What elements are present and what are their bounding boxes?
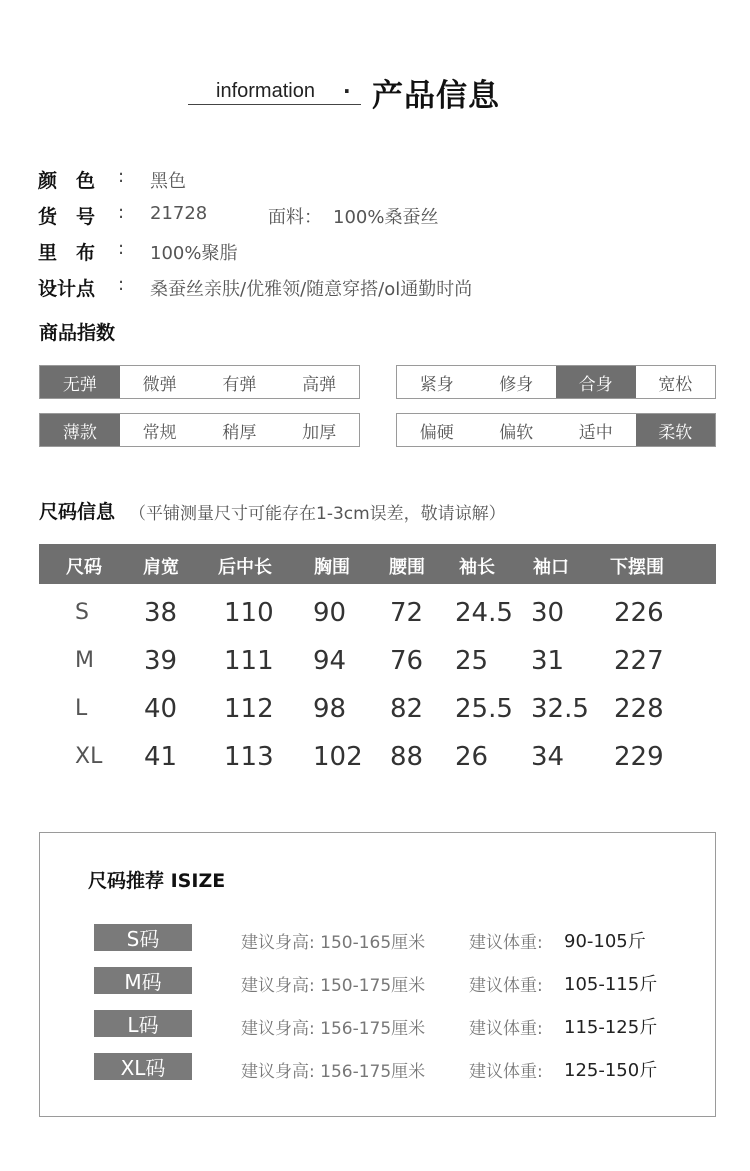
index-option: 宽松	[658, 374, 693, 395]
size-cell: S	[75, 600, 89, 625]
measurement-cell: 26	[455, 742, 489, 772]
recommended-height: 建议身高: 156-175厘米	[241, 1019, 426, 1039]
measurement-cell: 39	[144, 646, 178, 676]
measurement-cell: 227	[614, 646, 664, 676]
index-option: 修身	[499, 374, 534, 395]
table-header-cell: 腰围	[389, 557, 425, 578]
measurement-cell: 112	[224, 694, 274, 724]
measurement-cell: 226	[614, 598, 664, 628]
size-cell: XL	[75, 744, 103, 769]
measurement-cell: 38	[144, 598, 178, 628]
measurement-cell: 102	[313, 742, 363, 772]
recommended-height: 建议身高: 150-165厘米	[241, 933, 426, 953]
index-title: 商品指数	[39, 322, 116, 344]
index-option: 偏软	[499, 422, 534, 443]
recommended-weight-value: 105-115斤	[564, 974, 658, 995]
lining-label: 里 布	[38, 242, 96, 264]
measurement-cell: 98	[313, 694, 347, 724]
size-badge: XL码	[94, 1053, 192, 1080]
measurement-cell: 76	[390, 646, 424, 676]
measurement-cell: 32.5	[531, 694, 589, 724]
recommended-height: 建议身高: 156-175厘米	[241, 1062, 426, 1082]
sku-colon: :	[118, 202, 125, 223]
size-info-note: （平铺测量尺寸可能存在1-3cm误差，敬请谅解）	[129, 504, 506, 524]
design-colon: :	[118, 274, 125, 295]
color-value: 黑色	[150, 171, 186, 192]
index-option: 稍厚	[222, 422, 257, 443]
header-underline	[188, 104, 361, 105]
header-english-title: information	[216, 80, 315, 102]
design-value: 桑蚕丝亲肤/优雅领/随意穿搭/ol通勤时尚	[150, 279, 473, 300]
size-cell: L	[75, 696, 88, 721]
recommended-weight-value: 125-150斤	[564, 1060, 658, 1081]
recommended-weight-label: 建议体重:	[469, 933, 543, 953]
table-header-cell: 尺码	[66, 557, 102, 578]
header-chinese-title: 产品信息	[372, 78, 500, 114]
index-option: 薄款	[40, 414, 120, 446]
color-label: 颜 色	[38, 170, 96, 192]
size-cell: M	[75, 648, 94, 673]
measurement-cell: 228	[614, 694, 664, 724]
recommended-weight-value: 90-105斤	[564, 931, 646, 952]
measurement-cell: 25.5	[455, 694, 513, 724]
measurement-cell: 41	[144, 742, 178, 772]
recommended-weight-label: 建议体重:	[469, 1062, 543, 1082]
size-badge: M码	[94, 967, 192, 994]
table-header-cell: 胸围	[314, 557, 350, 578]
measurement-cell: 113	[224, 742, 274, 772]
measurement-cell: 82	[390, 694, 424, 724]
table-header-cell: 袖长	[459, 557, 495, 578]
recommended-weight-value: 115-125斤	[564, 1017, 658, 1038]
lining-colon: :	[118, 238, 125, 259]
recommendation-title: 尺码推荐 ISIZE	[88, 870, 226, 892]
measurement-cell: 72	[390, 598, 424, 628]
table-header-cell: 下摆围	[610, 557, 664, 578]
index-option: 常规	[142, 422, 177, 443]
recommended-weight-label: 建议体重:	[469, 976, 543, 996]
index-option: 紧身	[419, 374, 454, 395]
index-option: 高弹	[302, 374, 337, 395]
measurement-cell: 24.5	[455, 598, 513, 628]
index-option: 柔软	[636, 414, 716, 446]
measurement-cell: 111	[224, 646, 274, 676]
fit-index-group	[396, 365, 716, 399]
index-option: 加厚	[302, 422, 337, 443]
recommended-weight-label: 建议体重:	[469, 1019, 543, 1039]
sku-label: 货 号	[38, 206, 96, 228]
thickness-index-group	[39, 413, 360, 447]
measurement-cell: 90	[313, 598, 347, 628]
header-separator-dot: ·	[343, 79, 351, 103]
index-option: 无弹	[40, 366, 120, 398]
stretch-index-group	[39, 365, 360, 399]
lining-value: 100%聚脂	[150, 243, 238, 264]
index-option: 适中	[578, 422, 613, 443]
measurement-cell: 25	[455, 646, 489, 676]
size-info-title: 尺码信息	[39, 501, 116, 523]
table-header-cell: 后中长	[218, 557, 272, 578]
measurement-cell: 40	[144, 694, 178, 724]
sku-value: 21728	[150, 203, 208, 224]
color-colon: :	[118, 166, 125, 187]
index-option: 合身	[556, 366, 636, 398]
fabric-value: 100%桑蚕丝	[333, 207, 439, 228]
index-option: 有弹	[222, 374, 257, 395]
measurement-cell: 31	[531, 646, 565, 676]
size-badge: L码	[94, 1010, 192, 1037]
table-header-cell: 袖口	[533, 557, 569, 578]
fabric-label: 面料：	[268, 207, 322, 228]
measurement-cell: 229	[614, 742, 664, 772]
measurement-cell: 110	[224, 598, 274, 628]
design-label: 设计点	[38, 278, 96, 300]
measurement-cell: 34	[531, 742, 565, 772]
recommended-height: 建议身高: 150-175厘米	[241, 976, 426, 996]
index-option: 微弹	[142, 374, 177, 395]
index-option: 偏硬	[419, 422, 454, 443]
softness-index-group	[396, 413, 716, 447]
measurement-cell: 88	[390, 742, 424, 772]
table-header-cell: 肩宽	[143, 557, 179, 578]
measurement-cell: 94	[313, 646, 347, 676]
measurement-cell: 30	[531, 598, 565, 628]
size-badge: S码	[94, 924, 192, 951]
